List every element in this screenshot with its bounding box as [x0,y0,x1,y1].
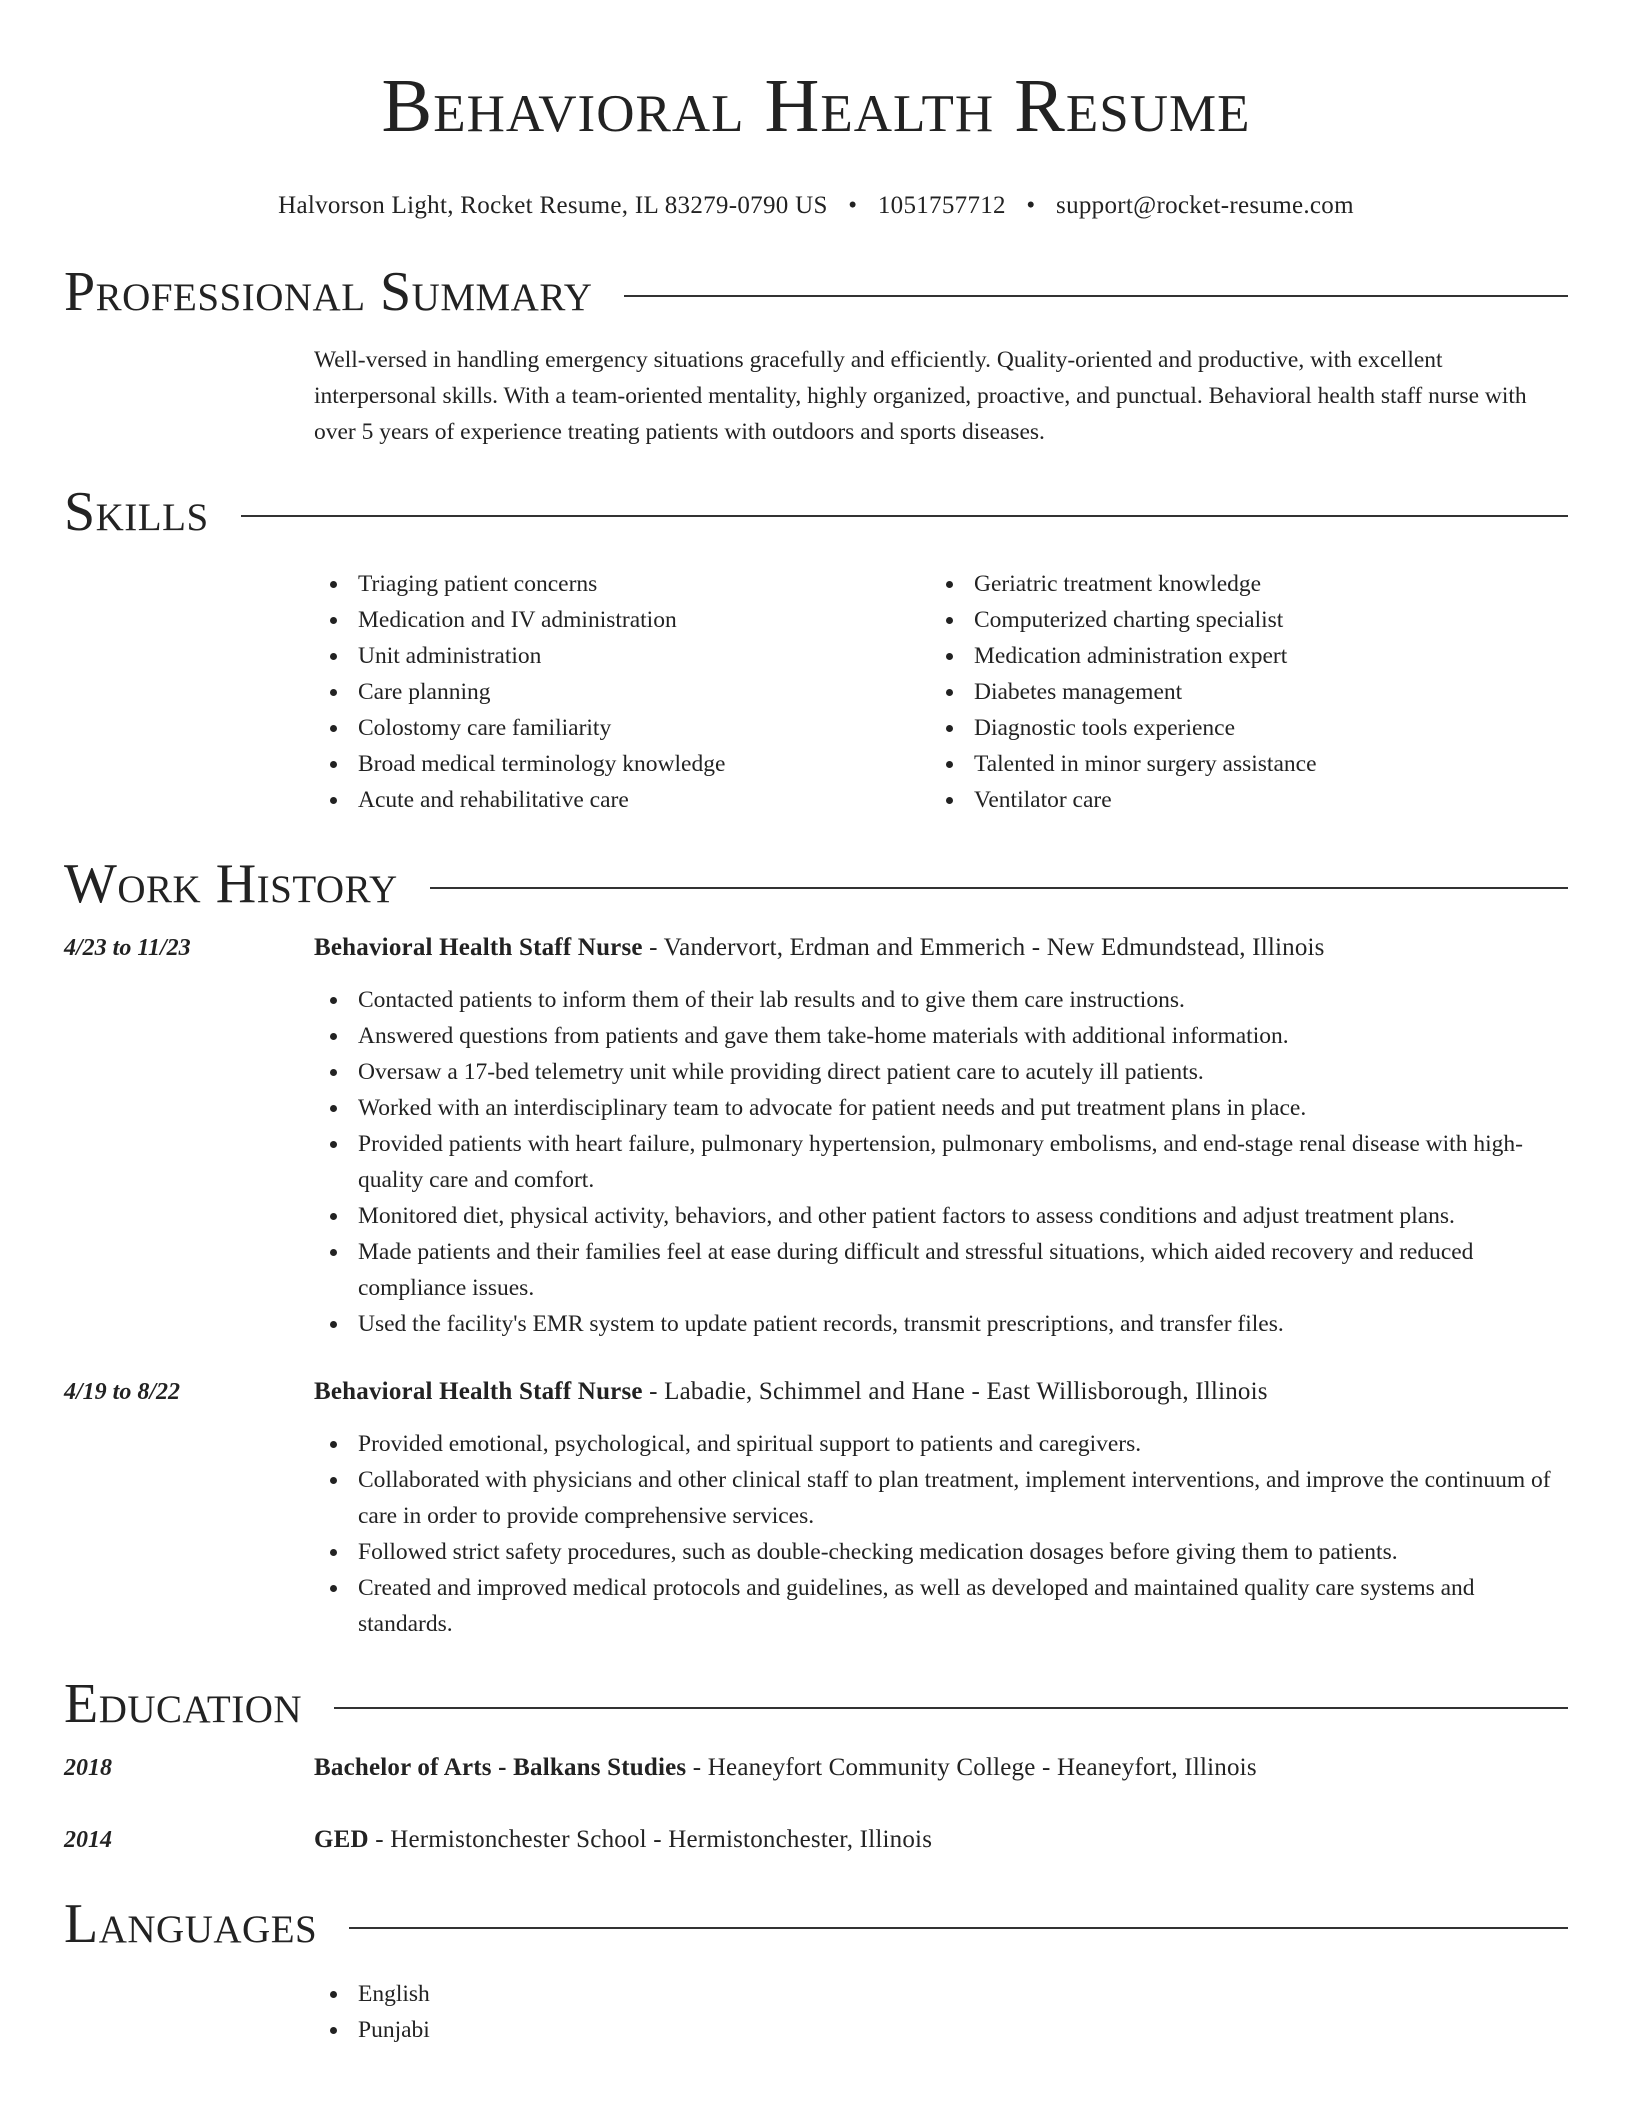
section-divider [349,1927,1568,1929]
education-body [314,1822,1568,1858]
job-dates: 4/23 to 11/23 [64,935,191,961]
languages-section [0,1892,1632,2048]
skill-item: Diagnostic tools experience [930,710,1546,746]
job-dates: 4/19 to 8/22 [64,1379,181,1405]
job-duty: Collaborated with physicians and other clinical staff to plan treatment, implement interventions, and improve the continuum of care in order to provide comprehensive services. [314,1462,1568,1534]
language-item: Punjabi [314,2012,1632,2048]
skills-column-right [930,566,1546,818]
skills-section [0,480,1632,818]
skill-item: Computerized charting specialist [930,602,1546,638]
education-degree: Bachelor of Arts - Balkans Studies [314,1754,687,1781]
section-heading: Skills [64,481,209,543]
job-body [314,1374,1568,1642]
job-duty: Answered questions from patients and gave them take-home materials with additional information. [314,1018,1568,1054]
skill-item: Medication and IV administration [314,602,930,638]
skill-item: Medication administration expert [930,638,1546,674]
education-degree: GED [314,1826,369,1853]
skills-columns [314,566,1568,818]
job-duty: Provided patients with heart failure, pulmonary hypertension, pulmonary embolisms, and end-stage renal disease with high-quality care and comfort. [314,1126,1568,1198]
job-employer: - Vandervort, Erdman and Emmerich - New Edmundstead, Illinois [642,934,1325,961]
skills-list [314,566,930,818]
education-year: 2014 [64,1827,112,1853]
job-duty: Worked with an interdisciplinary team to advocate for patient needs and put treatment plans in place. [314,1090,1568,1126]
contact-email: support@rocket-resume.com [1056,192,1354,219]
job-duties [314,982,1568,1342]
contact-separator: • [1026,192,1036,219]
job-duty: Used the facility's EMR system to update patient records, transmit prescriptions, and transfer files. [314,1306,1568,1342]
section-header [64,1672,1568,1736]
job-title-line [314,930,1568,966]
section-divider [241,515,1568,517]
skill-item: Colostomy care familiarity [314,710,930,746]
job-duty: Contacted patients to inform them of their lab results and to give them care instructions. [314,982,1568,1018]
section-heading: Work History [64,853,398,915]
section-divider [430,887,1568,889]
skill-item: Unit administration [314,638,930,674]
education-body [314,1750,1568,1786]
skill-item: Geriatric treatment knowledge [930,566,1546,602]
job-title: Behavioral Health Staff Nurse [314,934,643,961]
job-employer: - Labadie, Schimmel and Hane - East Willisborough, Illinois [642,1378,1268,1405]
job-duty: Provided emotional, psychological, and spiritual support to patients and caregivers. [314,1426,1568,1462]
section-header [64,260,1568,324]
job-entry [64,1374,1568,1642]
job-duty: Followed strict safety procedures, such as double-checking medication dosages before giving them to patients. [314,1534,1568,1570]
section-header [64,852,1568,916]
languages-block [314,1976,1632,2048]
section-divider [334,1707,1568,1709]
skills-list [930,566,1546,818]
skill-item: Diabetes management [930,674,1546,710]
contact-address: Halvorson Light, Rocket Resume, IL 83279-0790 US [278,192,828,219]
education-entry [64,1822,1568,1858]
education-year: 2018 [64,1755,112,1781]
job-body [314,930,1568,1342]
language-item: English [314,1976,1632,2012]
section-header [64,1892,1568,1956]
education-title-line [314,1822,1568,1858]
section-header [64,480,1568,544]
education-section [0,1672,1632,1858]
skill-item: Care planning [314,674,930,710]
job-duties [314,1426,1568,1642]
summary-section [0,260,1632,450]
education-title-line [314,1750,1568,1786]
section-heading: Professional Summary [64,261,593,323]
skill-item: Talented in minor surgery assistance [930,746,1546,782]
resume-title: Behavioral Health Resume [381,64,1251,148]
contact-phone: 1051757712 [877,192,1006,219]
section-heading: Languages [64,1893,318,1955]
job-duty: Oversaw a 17-bed telemetry unit while providing direct patient care to acutely ill patients. [314,1054,1568,1090]
education-school: - Hermistonchester School - Hermistonchester, Illinois [368,1826,933,1853]
education-entry [64,1750,1568,1786]
skill-item: Acute and rehabilitative care [314,782,930,818]
section-divider [624,295,1568,297]
job-duty: Made patients and their families feel at ease during difficult and stressful situations, which aided recovery and reduced compliance issues. [314,1234,1568,1306]
work-history-section [0,852,1632,1642]
skill-item: Ventilator care [930,782,1546,818]
section-heading: Education [64,1673,303,1735]
job-entry [64,930,1568,1342]
summary-text: Well-versed in handling emergency situations gracefully and efficiently. Quality-oriented and productive, with excellent interpersonal skills. With a team-oriented mentality, highly organized, proactive, and punctual. Behavioral health staff nurse with over 5 years of experience treating patients with outdoors and sports diseases. [314,347,1527,445]
contact-line [0,190,1632,222]
education-school: - Heaneyfort Community College - Heaneyfort, Illinois [686,1754,1257,1781]
job-duty: Monitored diet, physical activity, behaviors, and other patient factors to assess conditions and adjust treatment plans. [314,1198,1568,1234]
skill-item: Triaging patient concerns [314,566,930,602]
languages-list [314,1976,1632,2048]
contact-separator: • [848,192,858,219]
skill-item: Broad medical terminology knowledge [314,746,930,782]
job-title: Behavioral Health Staff Nurse [314,1378,643,1405]
job-title-line [314,1374,1568,1410]
skills-column-left [314,566,930,818]
job-duty: Created and improved medical protocols and guidelines, as well as developed and maintained quality care systems and standards. [314,1570,1568,1642]
